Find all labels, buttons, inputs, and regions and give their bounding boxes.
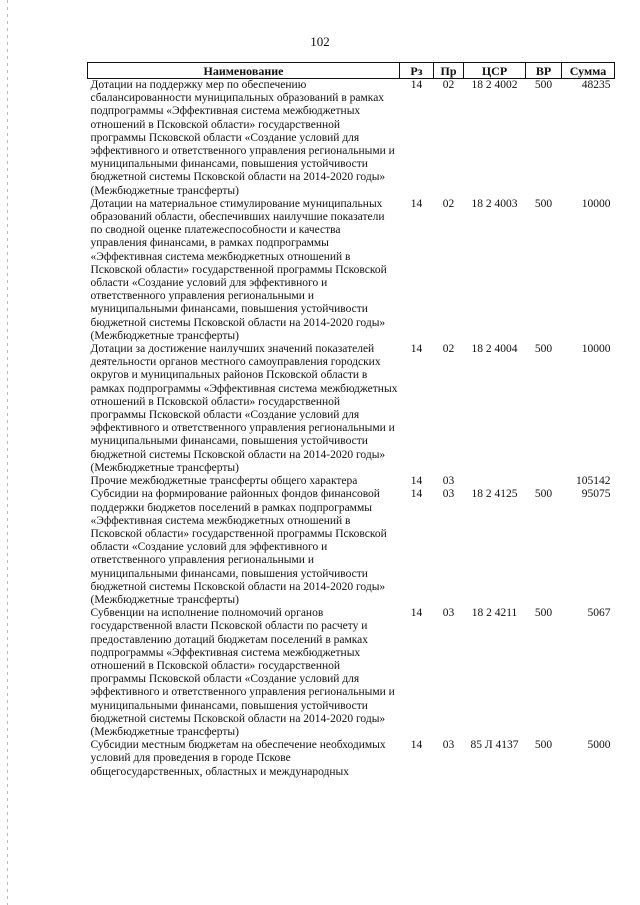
row-name: Субсидии на формирование районных фондов финансовой поддержки бюджетов поселений в рамках подпрограммы «Эффективная система межбюджетных отношений в Псковской области» государственной программы Псковской области «Создание условий для эффективного и ответственного управления региональными и муниципальными финансами, повышения устойчивости бюджетной системы Псковской области на 2014-2020 годы» (Межбюджетные трансферты) xyxy=(90,488,387,606)
table-row xyxy=(88,607,615,739)
page-number: 102 xyxy=(310,34,330,49)
table-row xyxy=(88,198,615,343)
row-vr: 500 xyxy=(534,607,553,620)
row-pr: 03 xyxy=(442,475,455,488)
row-csr: 18 2 4003 xyxy=(471,197,518,210)
row-rz: 14 xyxy=(410,475,423,488)
row-csr xyxy=(464,475,526,488)
header-vr: ВР xyxy=(526,63,562,79)
row-vr xyxy=(526,475,562,488)
row-name: Субсидии местным бюджетам на обеспечение необходимых условий для проведения в городе Пскове общегосударственных, областных и международных xyxy=(90,739,386,778)
header-sum: Сумма xyxy=(562,63,615,79)
row-pr: 02 xyxy=(442,79,455,91)
row-vr: 500 xyxy=(534,79,553,91)
row-pr: 03 xyxy=(442,739,455,752)
row-vr: 500 xyxy=(534,739,553,752)
row-sum: 10000 xyxy=(581,197,611,210)
row-rz: 14 xyxy=(410,488,423,501)
header-csr: ЦСР xyxy=(464,63,526,79)
row-csr: 18 2 4002 xyxy=(471,79,518,91)
row-sum: 5067 xyxy=(587,607,611,620)
row-name: Дотации на материальное стимулирование муниципальных образований области, обеспечивших наилучшие показатели по сводной оценке платежеспособности и качества управления финансами, в рамках подпрограммы «Эффективная система межбюджетных отношений в Псковской области» государственной программы Псковской области «Создание условий для эффективного и ответственного управления региональными и муниципальными финансами, повышения устойчивости бюджетной системы Псковской области на 2014-2020 годы» (Межбюджетные трансферты) xyxy=(90,197,387,342)
row-rz: 14 xyxy=(410,739,423,752)
row-sum: 10000 xyxy=(581,343,611,356)
row-name: Дотации на поддержку мер по обеспечению сбалансированности муниципальных образований в рамках подпрограммы «Эффективная система межбюджетных отношений в Псковской области» государственной программы Псковской области «Создание условий для эффективного и ответственного управления региональными и муниципальными финансами, повышения устойчивости бюджетной системы Псковской области на 2014-2020 годы» (Межбюджетные трансферты) xyxy=(90,79,395,197)
row-name: Прочие межбюджетные трансферты общего характера xyxy=(90,475,358,488)
row-sum: 5000 xyxy=(587,739,611,752)
row-sum: 105142 xyxy=(576,475,611,488)
scan-edge-marks xyxy=(7,0,8,905)
row-pr: 02 xyxy=(442,343,455,356)
table-row xyxy=(88,475,615,488)
table-header-row xyxy=(88,63,615,79)
row-rz: 14 xyxy=(410,343,423,356)
row-pr: 03 xyxy=(442,607,455,620)
header-pr: Пр xyxy=(434,63,464,79)
table-row xyxy=(88,79,615,198)
row-sum: 48235 xyxy=(581,79,611,91)
row-csr: 18 2 4125 xyxy=(471,488,518,501)
row-csr: 85 Л 4137 xyxy=(470,739,519,752)
header-name: Наименование xyxy=(88,63,400,79)
row-rz: 14 xyxy=(410,79,423,91)
row-vr: 500 xyxy=(534,343,553,356)
header-rz: Рз xyxy=(400,63,434,79)
table-row xyxy=(88,739,615,779)
row-rz: 14 xyxy=(410,607,423,620)
row-csr: 18 2 4211 xyxy=(471,607,518,620)
row-pr: 03 xyxy=(442,488,455,501)
row-vr: 500 xyxy=(534,197,553,210)
row-name: Дотации за достижение наилучших значений показателей деятельности органов местного самоуправления городских округов и муниципальных районов Псковской области в рамках подпрограммы «Эффективная система межбюджетных отношений в Псковской области» государственной программы Псковской области «Создание условий для эффективного и ответственного управления региональными и муниципальными финансами, повышения устойчивости бюджетной системы Псковской области на 2014-2020 годы» (Межбюджетные трансферты) xyxy=(90,343,398,474)
row-pr: 02 xyxy=(442,197,455,210)
table-row xyxy=(88,343,615,475)
row-csr: 18 2 4004 xyxy=(471,343,518,356)
row-vr: 500 xyxy=(534,488,553,501)
table-row xyxy=(88,488,615,607)
budget-table xyxy=(87,62,615,779)
row-sum: 95075 xyxy=(581,488,611,501)
row-name: Субвенции на исполнение полномочий органов государственной власти Псковской области по расчету и предоставлению дотаций бюджетам поселений в рамках подпрограммы «Эффективная система межбюджетных отношений в Псковской области» государственной программы Псковской области «Создание условий для эффективного и ответственного управления региональными и муниципальными финансами, повышения устойчивости бюджетной системы Псковской области на 2014-2020 годы» (Межбюджетные трансферты) xyxy=(90,607,395,738)
row-rz: 14 xyxy=(410,197,423,210)
